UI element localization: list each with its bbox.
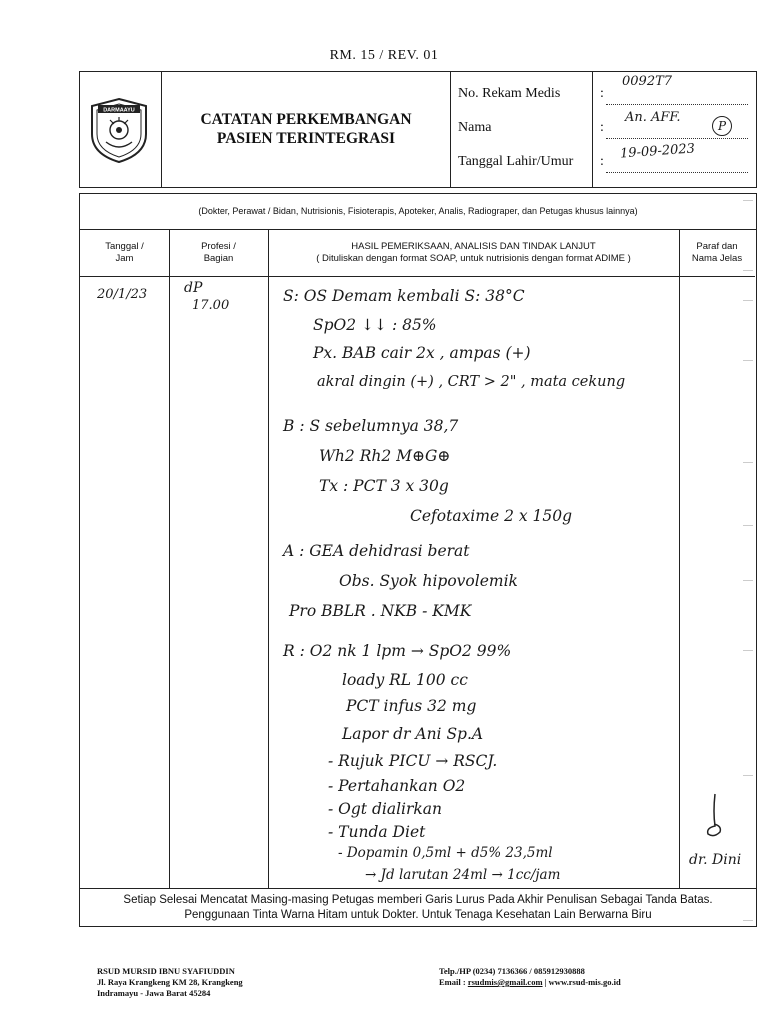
gender-mark: P	[712, 116, 732, 136]
col-header-date: Tanggal / Jam	[80, 229, 169, 277]
note-line[interactable]: SpO2 ↓↓ : 85%	[313, 316, 437, 334]
note-line[interactable]: B : S sebelumnya 38,7	[283, 417, 459, 435]
note-line[interactable]: R : O2 nk 1 lpm → SpO2 99%	[283, 642, 512, 660]
col-header-results: HASIL PEMERIKSAAN, ANALISIS DAN TINDAK LANJUT ( Dituliskan dengan format SOAP, untuk nutrisionis dengan format ADIME )	[268, 229, 679, 277]
note-line[interactable]: S: OS Demam kembali S: 38°C	[283, 287, 525, 305]
note-line[interactable]: A : GEA dehidrasi berat	[283, 542, 470, 560]
note-line[interactable]: loady RL 100 cc	[342, 671, 468, 689]
note-line[interactable]: Wh2 Rh2 M⊕G⊕	[319, 447, 451, 465]
title-line-2: PASIEN TERINTEGRASI	[216, 130, 396, 147]
hospital-phone: Telp./HP (0234) 7136366 / 085912930888	[439, 966, 585, 976]
email-link[interactable]: rsudmis@gmail.com	[467, 977, 543, 987]
entry-date[interactable]: 20/1/23	[97, 287, 148, 302]
hospital-address-1: Jl. Raya Krangkeng KM 28, Krangkeng	[97, 977, 243, 987]
note-line[interactable]: Lapor dr Ani Sp.A	[342, 725, 484, 743]
entry-time[interactable]: 17.00	[192, 298, 230, 313]
note-line[interactable]: - Tunda Diet	[328, 823, 426, 841]
signature-mark	[700, 792, 730, 842]
signer-name[interactable]: dr. Dini	[689, 852, 742, 868]
footer-note-1: Setiap Selesai Mencatat Masing-masing Petugas memberi Garis Lurus Pada Akhir Penulisan Sebagai Tanda Batas.	[123, 894, 713, 906]
hospital-name: RSUD MURSID IBNU SYAFIUDDIN	[97, 966, 235, 976]
birthdate-value[interactable]: 19-09-2023	[619, 141, 696, 162]
hospital-info	[97, 966, 243, 999]
note-line[interactable]: - Pertahankan O2	[328, 777, 466, 795]
form-code: RM. 15 / REV. 01	[329, 48, 439, 63]
form-title	[166, 110, 446, 148]
note-line[interactable]: Px. BAB cair 2x , ampas (+)	[313, 344, 531, 362]
roles-note: (Dokter, Perawat / Bidan, Nutrisionis, Fisioterapis, Apoteker, Analis, Radiograper, dan Petugas khusus lainnya)	[80, 194, 756, 230]
label-medical-record: No. Rekam Medis	[458, 86, 561, 101]
email-label: Email :	[439, 977, 466, 987]
note-line[interactable]: akral dingin (+) , CRT > 2" , mata cekung	[317, 374, 626, 390]
note-line[interactable]: - Rujuk PICU → RSCJ.	[328, 752, 498, 770]
note-line[interactable]: Tx : PCT 3 x 30g	[319, 477, 449, 495]
medical-record-value[interactable]: 0092T7	[622, 74, 673, 89]
note-line[interactable]: PCT infus 32 mg	[346, 697, 477, 715]
patient-name-value[interactable]: An. AFF.	[625, 110, 681, 125]
title-line-1: CATATAN PERKEMBANGAN	[200, 111, 412, 128]
footer-instructions	[80, 888, 756, 926]
col-header-role: Profesi / Bagian	[169, 229, 268, 277]
note-line[interactable]: Cefotaxime 2 x 150g	[410, 507, 573, 525]
hospital-contact	[439, 966, 621, 988]
note-line[interactable]: Pro BBLR . NKB - KMK	[289, 602, 472, 620]
logo-text: DARMAAYU	[103, 107, 135, 114]
label-name: Nama	[458, 120, 492, 135]
footer-note-2: Penggunaan Tinta Warna Hitam untuk Dokter. Untuk Tenaga Kesehatan Lain Berwarna Biru	[184, 909, 652, 921]
entry-role[interactable]: dP	[184, 280, 203, 296]
note-line[interactable]: - Ogt dialirkan	[328, 800, 443, 818]
note-line[interactable]: - Dopamin 0,5ml + d5% 23,5ml	[338, 845, 553, 861]
form-header: DARMAAYU CATATAN PERKEMBANGAN PASIEN TERINTEGRASI No. Rekam Medis Nama Tanggal Lahir/Umur : : : 0092T7 An. AFF. P 19-09-2023	[79, 71, 757, 188]
label-birthdate: Tanggal Lahir/Umur	[458, 154, 574, 169]
hospital-logo	[88, 96, 150, 164]
web-link[interactable]: | www.rsud-mis.go.id	[544, 977, 621, 987]
hospital-address-2: Indramayu - Jawa Barat 45284	[97, 988, 211, 998]
note-line[interactable]: Obs. Syok hipovolemik	[339, 572, 518, 590]
note-line[interactable]: → Jd larutan 24ml → 1cc/jam	[365, 867, 561, 883]
col-header-signature: Paraf dan Nama Jelas	[679, 229, 755, 277]
progress-notes-table	[79, 193, 757, 927]
